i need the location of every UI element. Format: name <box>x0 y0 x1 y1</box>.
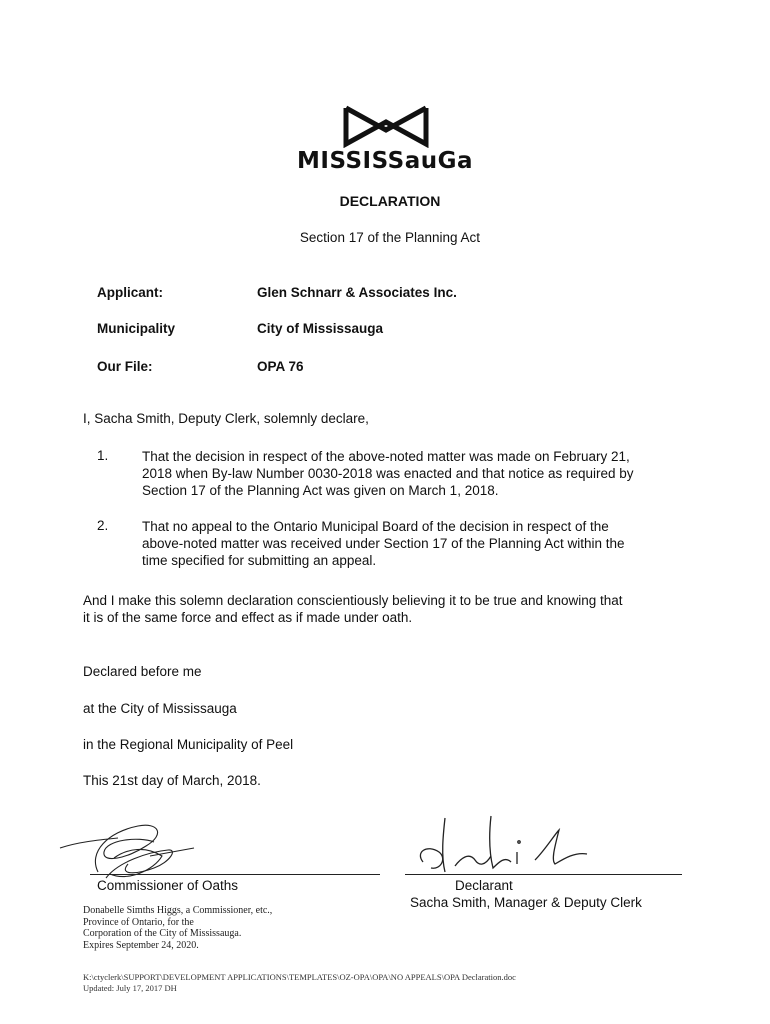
closing-line: it is of the same force and effect as if made under oath. <box>83 610 413 625</box>
declared-line: Declared before me <box>83 664 202 679</box>
item-line: That the decision in respect of the above-noted matter was made on February 21, <box>142 449 630 464</box>
item-number: 2. <box>97 518 109 533</box>
item-line: 2018 when By-law Number 0030-2018 was enacted and that notice as required by <box>142 466 634 481</box>
item-line: That no appeal to the Ontario Municipal Board of the decision in respect of the <box>142 519 609 534</box>
municipality-value: City of Mississauga <box>257 321 384 336</box>
mississauga-logo-icon <box>342 104 430 148</box>
declared-region: in the Regional Municipality of Peel <box>83 737 294 752</box>
declarant-name: Sacha Smith, Manager & Deputy Clerk <box>410 895 642 910</box>
footer-updated: Updated: July 17, 2017 DH <box>83 983 177 993</box>
item-line: time specified for submitting an appeal. <box>142 553 377 568</box>
commissioner-signature-line <box>90 874 380 875</box>
declarant-label: Declarant <box>455 878 513 893</box>
closing-statement <box>83 592 683 626</box>
municipality-label: Municipality <box>97 321 176 336</box>
declared-date: This 21st day of March, 2018. <box>83 773 261 788</box>
closing-line: And I make this solemn declaration conscientiously believing it to be true and knowing that <box>83 593 623 608</box>
item-text <box>142 518 687 569</box>
declared-location: at the City of Mississauga <box>83 701 237 716</box>
footer-path: K:\ctyclerk\SUPPORT\DEVELOPMENT APPLICATIONS\TEMPLATES\OZ-OPA\OPA\NO APPEALS\OPA Declaration.doc <box>83 972 516 982</box>
stamp-line: Province of Ontario, for the <box>83 916 194 928</box>
stamp-line: Donabelle Simths Higgs, a Commissioner, etc., <box>83 905 273 916</box>
item-text <box>142 448 687 499</box>
stamp-line: Corporation of the City of Mississauga. <box>83 928 242 939</box>
page-subtitle: Section 17 of the Planning Act <box>299 230 481 245</box>
item-number: 1. <box>97 448 109 463</box>
file-value: OPA 76 <box>257 359 304 374</box>
page-title: DECLARATION <box>339 193 441 209</box>
applicant-value: Glen Schnarr & Associates Inc. <box>257 285 457 300</box>
stamp-line: Expires September 24, 2020. <box>83 939 199 951</box>
commissioner-stamp <box>83 905 383 951</box>
applicant-label: Applicant: <box>97 285 163 300</box>
declarant-signature-line <box>405 874 682 875</box>
item-line: above-noted matter was received under Section 17 of the Planning Act within the <box>142 536 625 551</box>
commissioner-label: Commissioner of Oaths <box>97 878 239 893</box>
intro-statement: I, Sacha Smith, Deputy Clerk, solemnly declare, <box>83 411 369 426</box>
file-label: Our File: <box>97 359 153 374</box>
logo-wordmark: MISSISSauGa <box>297 148 473 174</box>
declarant-signature <box>405 812 595 882</box>
document-footer <box>83 972 723 994</box>
item-line: Section 17 of the Planning Act was given on March 1, 2018. <box>142 483 499 498</box>
